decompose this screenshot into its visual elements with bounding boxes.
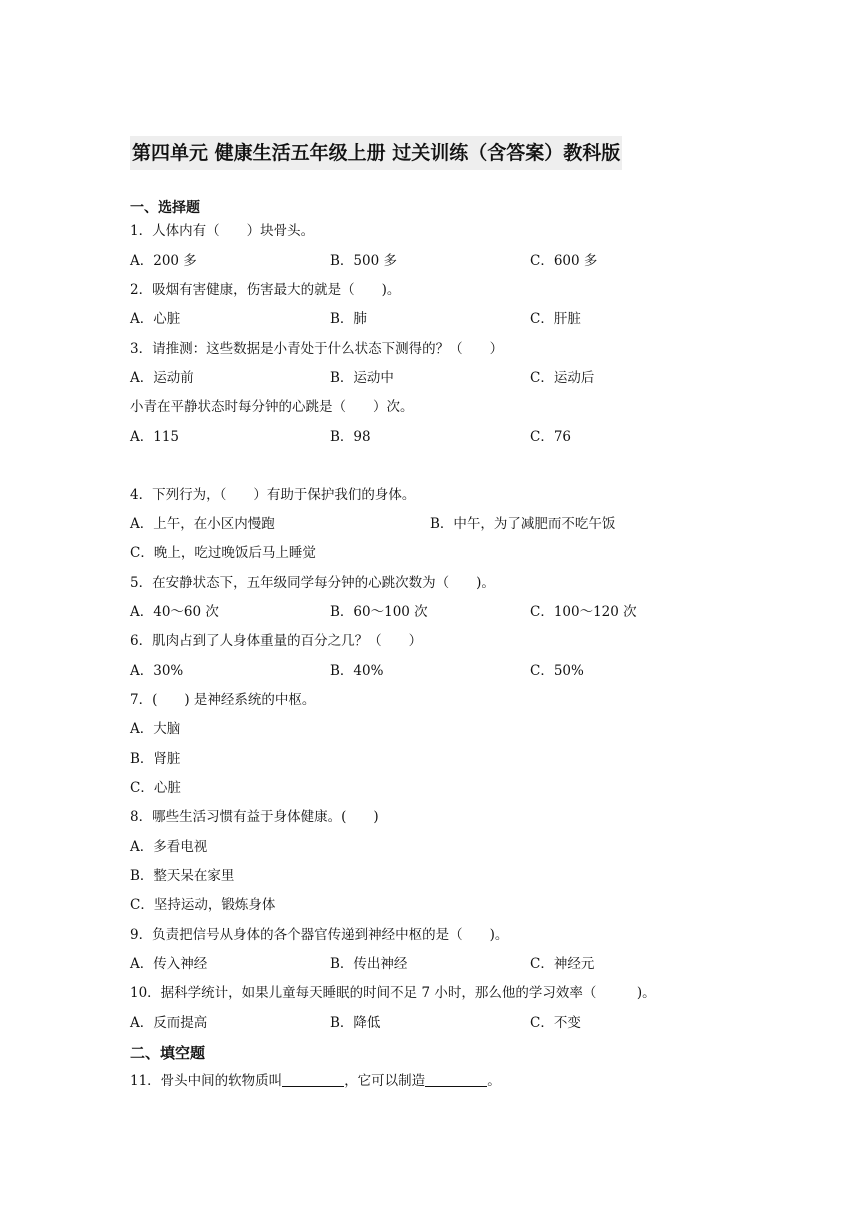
q6-option-a: A．30% — [130, 663, 184, 679]
q10-option-c: C．不变 — [530, 1015, 581, 1031]
q7-option-c: C．心脏 — [130, 780, 181, 796]
q10-option-b: B．降低 — [330, 1015, 381, 1031]
q8-option-c: C．坚持运动，锻炼身体 — [130, 897, 276, 913]
q1-option-a: A．200 多 — [130, 253, 197, 269]
question-6: 6．肌肉占到了人身体重量的百分之几？（ ） — [130, 633, 423, 649]
question-5: 5．在安静状态下，五年级同学每分钟的心跳次数为（ )。 — [130, 575, 495, 591]
q9-option-b: B．传出神经 — [330, 956, 408, 972]
q8-option-b: B．整天呆在家里 — [130, 868, 235, 884]
q2-option-c: C．肝脏 — [530, 311, 581, 327]
question-9: 9．负责把信号从身体的各个器官传递到神经中枢的是（ )。 — [130, 927, 509, 943]
q9-option-a: A．传入神经 — [130, 956, 208, 972]
q1-option-b: B．500 多 — [330, 253, 397, 269]
q5-option-c: C．100～120 次 — [530, 604, 637, 620]
q3-option-c: C．运动后 — [530, 370, 595, 386]
q5-option-a: A．40～60 次 — [130, 604, 219, 620]
question-3-sub: 小青在平静状态时每分钟的心跳是（ ）次。 — [130, 399, 414, 415]
q8-option-a: A．多看电视 — [130, 839, 208, 855]
question-11 — [130, 1072, 501, 1090]
section-heading-fill: 二、填空题 — [130, 1044, 206, 1062]
q11-blank-1 — [282, 1072, 344, 1087]
section-heading-choice: 一、选择题 — [130, 200, 200, 216]
q2-option-b: B．肺 — [330, 311, 367, 327]
q4-option-c: C．晚上，吃过晚饭后马上睡觉 — [130, 545, 316, 561]
q4-option-b: B．中午，为了减肥而不吃午饭 — [430, 516, 616, 532]
q1-option-c: C．600 多 — [530, 253, 598, 269]
q9-option-c: C．神经元 — [530, 956, 595, 972]
q2-option-a: A．心脏 — [130, 311, 181, 327]
q10-option-a: A．反而提高 — [130, 1015, 208, 1031]
q5-option-b: B．60～100 次 — [330, 604, 428, 620]
q3sub-option-a: A．115 — [130, 429, 180, 445]
q11-blank-2 — [425, 1072, 487, 1087]
q7-option-b: B．肾脏 — [130, 751, 181, 767]
q11-text-1: 11．骨头中间的软物质叫 — [130, 1073, 283, 1089]
question-3: 3．请推测：这些数据是小青处于什么状态下测得的？（ ） — [130, 341, 504, 357]
question-10: 10．据科学统计，如果儿童每天睡眠的时间不足 7 小时，那么他的学习效率（ )。 — [130, 985, 656, 1001]
q3sub-option-b: B．98 — [330, 429, 371, 445]
q6-option-c: C．50% — [530, 663, 584, 679]
q3-option-b: B．运动中 — [330, 370, 394, 386]
question-8: 8．哪些生活习惯有益于身体健康。( ) — [130, 809, 379, 825]
question-1: 1．人体内有（ ）块骨头。 — [130, 223, 315, 239]
q11-text-3: 。 — [487, 1073, 501, 1089]
q6-option-b: B．40% — [330, 663, 384, 679]
q7-option-a: A．大脑 — [130, 721, 181, 737]
question-7: 7．( ) 是神经系统的中枢。 — [130, 692, 316, 708]
q3-option-a: A．运动前 — [130, 370, 194, 386]
q4-option-a: A．上午，在小区内慢跑 — [130, 516, 275, 532]
q11-text-2: ，它可以制造 — [344, 1073, 426, 1089]
page-title: 第四单元 健康生活五年级上册 过关训练（含答案）教科版 — [130, 136, 622, 170]
question-4: 4．下列行为，（ ）有助于保护我们的身体。 — [130, 487, 416, 503]
question-2: 2．吸烟有害健康，伤害最大的就是（ )。 — [130, 282, 401, 298]
q3sub-option-c: C．76 — [530, 429, 572, 445]
